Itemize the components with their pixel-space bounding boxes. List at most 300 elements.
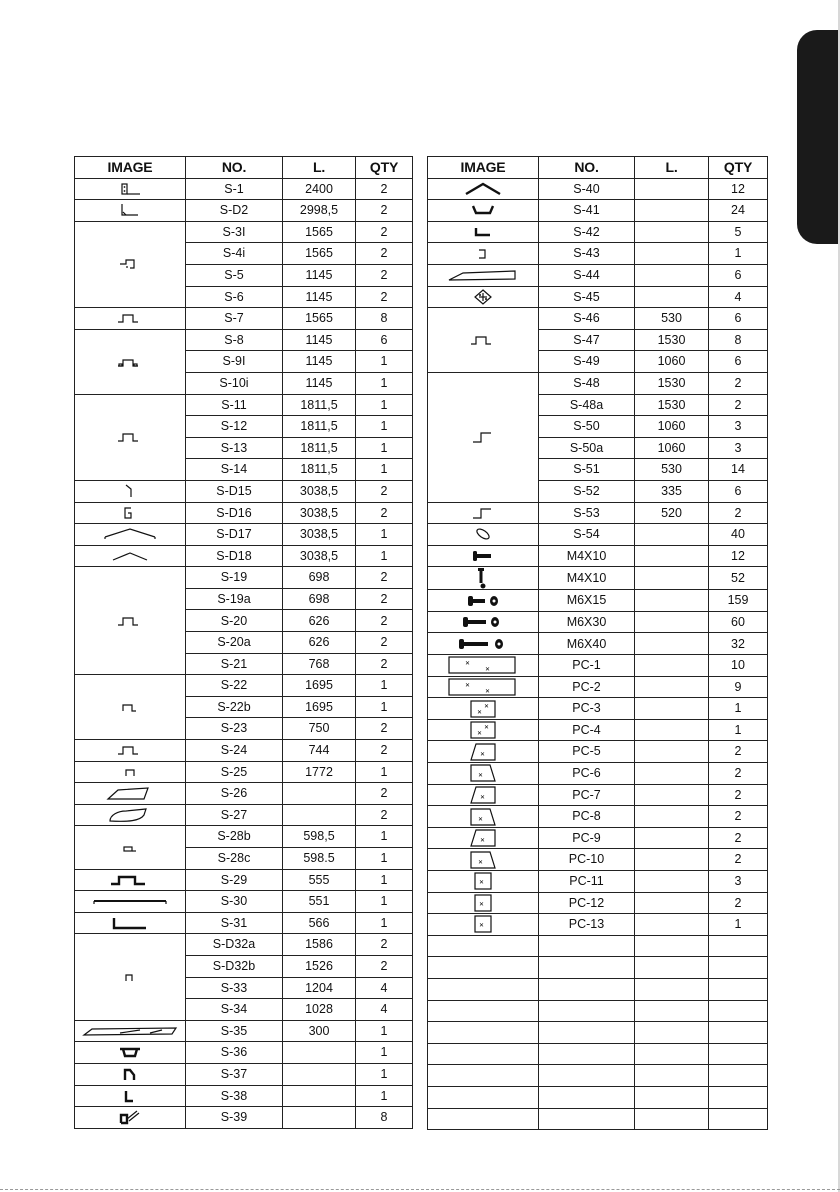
part-qty: 2 <box>709 827 768 849</box>
image-cell <box>75 783 186 805</box>
table-row <box>428 741 768 763</box>
part-number: PC-11 <box>539 871 635 893</box>
svg-text:✕: ✕ <box>465 681 471 689</box>
part-length: 626 <box>283 610 356 632</box>
part-length: 1145 <box>283 329 356 351</box>
image-cell <box>428 1065 539 1087</box>
part-qty: 3 <box>709 416 768 438</box>
image-cell <box>428 372 539 502</box>
part-qty: 6 <box>709 308 768 330</box>
part-length <box>283 783 356 805</box>
part-length: 1530 <box>635 372 709 394</box>
part-length: 1060 <box>635 437 709 459</box>
table-row <box>75 502 413 524</box>
part-qty: 2 <box>356 740 413 762</box>
part-number: M6X30 <box>539 611 635 633</box>
part-qty: 2 <box>709 806 768 828</box>
table-row <box>428 1086 768 1108</box>
part-qty: 2 <box>709 784 768 806</box>
part-number: S-28b <box>186 826 283 848</box>
part-number: S-37 <box>186 1063 283 1085</box>
image-cell <box>75 480 186 502</box>
part-qty: 4 <box>356 977 413 999</box>
image-cell <box>75 308 186 330</box>
part-length: 1811,5 <box>283 459 356 481</box>
table-row <box>428 676 768 698</box>
part-qty: 1 <box>356 394 413 416</box>
part-number: S-22b <box>186 696 283 718</box>
part-length: 3038,5 <box>283 524 356 546</box>
hook-bracket-icon <box>75 1067 185 1081</box>
part-number: S-29 <box>186 869 283 891</box>
part-number: S-9I <box>186 351 283 373</box>
gusset-icon <box>428 289 538 305</box>
panel-icon <box>428 700 538 718</box>
part-number: S-50a <box>539 437 635 459</box>
table-header <box>428 157 768 179</box>
part-qty: 9 <box>709 676 768 698</box>
part-length <box>635 567 709 590</box>
table-row <box>428 763 768 785</box>
svg-text:✕: ✕ <box>484 702 490 710</box>
image-cell <box>75 394 186 480</box>
l-bracket-icon <box>75 1089 185 1103</box>
part-qty: 1 <box>356 891 413 913</box>
hat-small-icon <box>75 700 185 714</box>
part-length <box>635 957 709 979</box>
part-number: S-D16 <box>186 502 283 524</box>
part-number: PC-5 <box>539 741 635 763</box>
image-cell <box>428 286 539 308</box>
part-length: 1565 <box>283 243 356 265</box>
part-number: S-D17 <box>186 524 283 546</box>
part-length: 1565 <box>283 308 356 330</box>
header-no: NO. <box>539 157 635 179</box>
bracket-small-icon <box>428 247 538 261</box>
part-number: S-39 <box>186 1107 283 1129</box>
part-number: PC-13 <box>539 914 635 936</box>
table-row <box>428 502 768 524</box>
part-length: 566 <box>283 912 356 934</box>
ridge-icon <box>75 549 185 563</box>
angled-profile-icon <box>75 484 185 498</box>
image-cell <box>75 761 186 783</box>
image-cell <box>428 827 539 849</box>
part-length: 1811,5 <box>283 437 356 459</box>
table-row <box>428 892 768 914</box>
part-length: 1530 <box>635 394 709 416</box>
image-cell <box>75 221 186 307</box>
part-length: 1145 <box>283 351 356 373</box>
table-row <box>75 545 413 567</box>
part-length <box>635 1043 709 1065</box>
image-cell <box>428 502 539 524</box>
part-length <box>635 784 709 806</box>
table-row <box>428 957 768 979</box>
box-profile-icon <box>75 506 185 520</box>
table-row <box>428 611 768 633</box>
part-qty: 2 <box>356 221 413 243</box>
part-qty: 12 <box>709 545 768 567</box>
table-row <box>428 806 768 828</box>
part-qty: 2 <box>356 610 413 632</box>
table-row <box>428 372 768 394</box>
header-image: IMAGE <box>428 157 539 179</box>
panel-slant-left-icon <box>428 829 538 847</box>
part-number: S-46 <box>539 308 635 330</box>
section-tab <box>797 30 840 244</box>
image-cell <box>75 524 186 546</box>
image-cell <box>428 200 539 222</box>
image-cell <box>428 698 539 720</box>
image-cell <box>75 869 186 891</box>
part-number: M6X15 <box>539 590 635 612</box>
part-number: S-14 <box>186 459 283 481</box>
table-row <box>75 1085 413 1107</box>
part-length <box>635 590 709 612</box>
part-number: S-30 <box>186 891 283 913</box>
part-number: S-48a <box>539 394 635 416</box>
roof-cap-icon <box>428 182 538 196</box>
part-number: M6X40 <box>539 633 635 655</box>
table-row <box>75 178 413 200</box>
svg-text:✕: ✕ <box>480 750 486 758</box>
table-row <box>428 567 768 590</box>
part-qty: 10 <box>709 655 768 677</box>
image-cell <box>428 871 539 893</box>
part-length: 551 <box>283 891 356 913</box>
part-qty: 2 <box>356 934 413 956</box>
image-cell <box>75 178 186 200</box>
table-row <box>75 804 413 826</box>
table-row <box>75 869 413 891</box>
table-row <box>428 655 768 677</box>
part-length: 1060 <box>635 416 709 438</box>
part-length: 1565 <box>283 221 356 243</box>
table-row <box>75 221 413 243</box>
part-qty <box>709 1086 768 1108</box>
part-length <box>635 763 709 785</box>
part-number: S-52 <box>539 480 635 502</box>
part-qty: 1 <box>356 524 413 546</box>
table-row <box>75 675 413 697</box>
part-length: 3038,5 <box>283 545 356 567</box>
part-number: S-44 <box>539 264 635 286</box>
part-qty <box>709 978 768 1000</box>
table-row <box>428 849 768 871</box>
table-row <box>428 978 768 1000</box>
part-number: S-10i <box>186 372 283 394</box>
part-qty: 1 <box>356 848 413 870</box>
part-number: S-12 <box>186 416 283 438</box>
part-number: S-47 <box>539 329 635 351</box>
part-number: S-41 <box>539 200 635 222</box>
part-length: 744 <box>283 740 356 762</box>
part-qty: 1 <box>709 698 768 720</box>
image-cell <box>428 633 539 655</box>
screw-horizontal-icon <box>428 549 538 563</box>
image-cell <box>428 567 539 590</box>
part-number: S-20 <box>186 610 283 632</box>
part-qty: 1 <box>356 416 413 438</box>
part-qty: 1 <box>356 912 413 934</box>
image-cell <box>428 849 539 871</box>
table-row <box>75 308 413 330</box>
table-row <box>428 545 768 567</box>
svg-text:✕: ✕ <box>478 858 484 866</box>
part-qty: 6 <box>356 329 413 351</box>
part-number: S-40 <box>539 178 635 200</box>
part-length: 1811,5 <box>283 394 356 416</box>
table-row <box>428 719 768 741</box>
part-qty: 6 <box>709 264 768 286</box>
part-length: 1028 <box>283 999 356 1021</box>
part-length: 3038,5 <box>283 502 356 524</box>
part-number: S-20a <box>186 632 283 654</box>
panel-small-icon <box>428 894 538 912</box>
header-length: L. <box>635 157 709 179</box>
part-number: S-33 <box>186 977 283 999</box>
part-qty: 2 <box>356 955 413 977</box>
image-cell <box>428 264 539 286</box>
part-qty <box>709 1000 768 1022</box>
part-length <box>635 524 709 546</box>
part-length <box>635 286 709 308</box>
bolt-nut-short-icon <box>428 593 538 609</box>
part-length <box>635 914 709 936</box>
image-cell <box>75 675 186 740</box>
svg-text:✕: ✕ <box>485 687 491 695</box>
table-row <box>75 1107 413 1129</box>
part-number <box>539 957 635 979</box>
z-profile-icon <box>428 506 538 520</box>
part-qty <box>709 1108 768 1130</box>
part-number <box>539 978 635 1000</box>
part-number: PC-1 <box>539 655 635 677</box>
part-qty: 2 <box>356 178 413 200</box>
table-header <box>75 157 413 179</box>
image-cell <box>428 655 539 677</box>
part-length: 768 <box>283 653 356 675</box>
wedge-bar-icon <box>428 268 538 282</box>
part-qty: 60 <box>709 611 768 633</box>
part-length: 530 <box>635 459 709 481</box>
small-channel-icon <box>75 970 185 984</box>
part-qty: 1 <box>356 1020 413 1042</box>
image-cell <box>428 784 539 806</box>
part-length: 530 <box>635 308 709 330</box>
part-qty: 2 <box>356 567 413 589</box>
part-length: 520 <box>635 502 709 524</box>
part-number: S-23 <box>186 718 283 740</box>
part-number: S-48 <box>539 372 635 394</box>
header-qty: QTY <box>709 157 768 179</box>
part-length <box>635 200 709 222</box>
hat-profile-icon <box>75 743 185 757</box>
part-qty: 2 <box>356 286 413 308</box>
part-number: S-24 <box>186 740 283 762</box>
part-length: 2400 <box>283 178 356 200</box>
part-number: S-1 <box>186 178 283 200</box>
part-length <box>635 1108 709 1130</box>
part-qty: 1 <box>356 761 413 783</box>
parts-table-left <box>74 156 413 1129</box>
part-number <box>539 1065 635 1087</box>
part-qty: 2 <box>356 588 413 610</box>
part-length <box>635 892 709 914</box>
part-length: 555 <box>283 869 356 891</box>
part-number: S-50 <box>539 416 635 438</box>
part-number: PC-2 <box>539 676 635 698</box>
image-cell <box>428 763 539 785</box>
part-qty: 8 <box>356 308 413 330</box>
image-cell <box>75 200 186 222</box>
part-qty: 1 <box>356 459 413 481</box>
image-cell <box>75 1020 186 1042</box>
part-qty: 159 <box>709 590 768 612</box>
part-qty: 2 <box>356 480 413 502</box>
part-number: S-D18 <box>186 545 283 567</box>
part-qty: 3 <box>709 871 768 893</box>
table-row <box>75 1020 413 1042</box>
gutter-clip-icon <box>428 203 538 217</box>
image-cell <box>428 741 539 763</box>
part-length: 1060 <box>635 351 709 373</box>
image-cell <box>428 243 539 265</box>
part-number: S-43 <box>539 243 635 265</box>
part-number: S-25 <box>186 761 283 783</box>
part-length <box>635 719 709 741</box>
part-number: S-19 <box>186 567 283 589</box>
part-number: S-45 <box>539 286 635 308</box>
part-number: S-26 <box>186 783 283 805</box>
part-length <box>635 611 709 633</box>
part-qty: 2 <box>709 372 768 394</box>
table-row <box>428 1065 768 1087</box>
part-qty: 1 <box>356 545 413 567</box>
panel-small-icon <box>428 872 538 890</box>
part-length <box>635 243 709 265</box>
svg-text:✕: ✕ <box>479 879 485 887</box>
part-number: S-D2 <box>186 200 283 222</box>
part-qty <box>709 957 768 979</box>
part-qty: 6 <box>709 480 768 502</box>
part-length <box>283 1085 356 1107</box>
part-length <box>635 264 709 286</box>
part-length: 1586 <box>283 934 356 956</box>
image-cell <box>75 1107 186 1129</box>
part-length <box>635 1065 709 1087</box>
table-row <box>428 935 768 957</box>
table-row <box>428 1043 768 1065</box>
svg-text:✕: ✕ <box>479 900 485 908</box>
part-length <box>635 1000 709 1022</box>
part-number: S-35 <box>186 1020 283 1042</box>
panel-wide-icon <box>428 656 538 674</box>
table-row <box>428 784 768 806</box>
image-cell <box>75 826 186 869</box>
image-cell <box>428 1000 539 1022</box>
part-qty <box>709 1022 768 1044</box>
part-qty: 3 <box>709 437 768 459</box>
part-length: 1204 <box>283 977 356 999</box>
part-qty: 1 <box>356 372 413 394</box>
part-qty: 1 <box>356 826 413 848</box>
table-row <box>75 567 413 589</box>
svg-text:✕: ✕ <box>479 922 485 930</box>
step-clip-icon <box>428 225 538 239</box>
part-length <box>635 978 709 1000</box>
header-no: NO. <box>186 157 283 179</box>
part-qty: 8 <box>709 329 768 351</box>
part-qty: 24 <box>709 200 768 222</box>
table-row <box>428 590 768 612</box>
part-length <box>635 545 709 567</box>
part-number: S-D32b <box>186 955 283 977</box>
part-qty: 2 <box>356 632 413 654</box>
wedge-plate-icon <box>75 787 185 801</box>
part-length: 626 <box>283 632 356 654</box>
part-length: 1145 <box>283 286 356 308</box>
part-qty: 40 <box>709 524 768 546</box>
image-cell <box>75 740 186 762</box>
part-qty: 4 <box>709 286 768 308</box>
image-cell <box>428 1108 539 1130</box>
svg-text:✕: ✕ <box>478 772 484 780</box>
table-row <box>75 761 413 783</box>
part-number: PC-3 <box>539 698 635 720</box>
header-image: IMAGE <box>75 157 186 179</box>
hat-profile-holes-icon <box>75 355 185 369</box>
part-length <box>635 871 709 893</box>
image-cell <box>428 957 539 979</box>
part-qty: 2 <box>356 718 413 740</box>
image-cell <box>428 892 539 914</box>
long-rail-icon <box>75 1024 185 1038</box>
table-row <box>428 221 768 243</box>
part-qty: 2 <box>709 741 768 763</box>
part-qty: 1 <box>356 869 413 891</box>
part-length: 2998,5 <box>283 200 356 222</box>
part-number: S-21 <box>186 653 283 675</box>
svg-text:✕: ✕ <box>485 666 491 674</box>
part-number: S-28c <box>186 848 283 870</box>
image-cell <box>75 912 186 934</box>
part-qty: 14 <box>709 459 768 481</box>
part-qty: 1 <box>356 675 413 697</box>
panel-slant-right-icon <box>428 808 538 826</box>
part-number: S-27 <box>186 804 283 826</box>
table-row <box>428 914 768 936</box>
part-qty: 52 <box>709 567 768 590</box>
image-cell <box>75 1063 186 1085</box>
table-row <box>75 740 413 762</box>
part-length: 1695 <box>283 696 356 718</box>
table-row <box>428 286 768 308</box>
l-profile-icon <box>75 203 185 217</box>
parts-table-right <box>427 156 768 1130</box>
bracket-side-icon <box>75 182 185 196</box>
table-row <box>75 329 413 351</box>
part-length: 698 <box>283 567 356 589</box>
ridge-wide-icon <box>75 527 185 541</box>
panel-slant-right-icon <box>428 764 538 782</box>
part-number: S-13 <box>186 437 283 459</box>
part-length <box>635 935 709 957</box>
part-length <box>283 1042 356 1064</box>
part-length <box>635 676 709 698</box>
image-cell <box>75 891 186 913</box>
